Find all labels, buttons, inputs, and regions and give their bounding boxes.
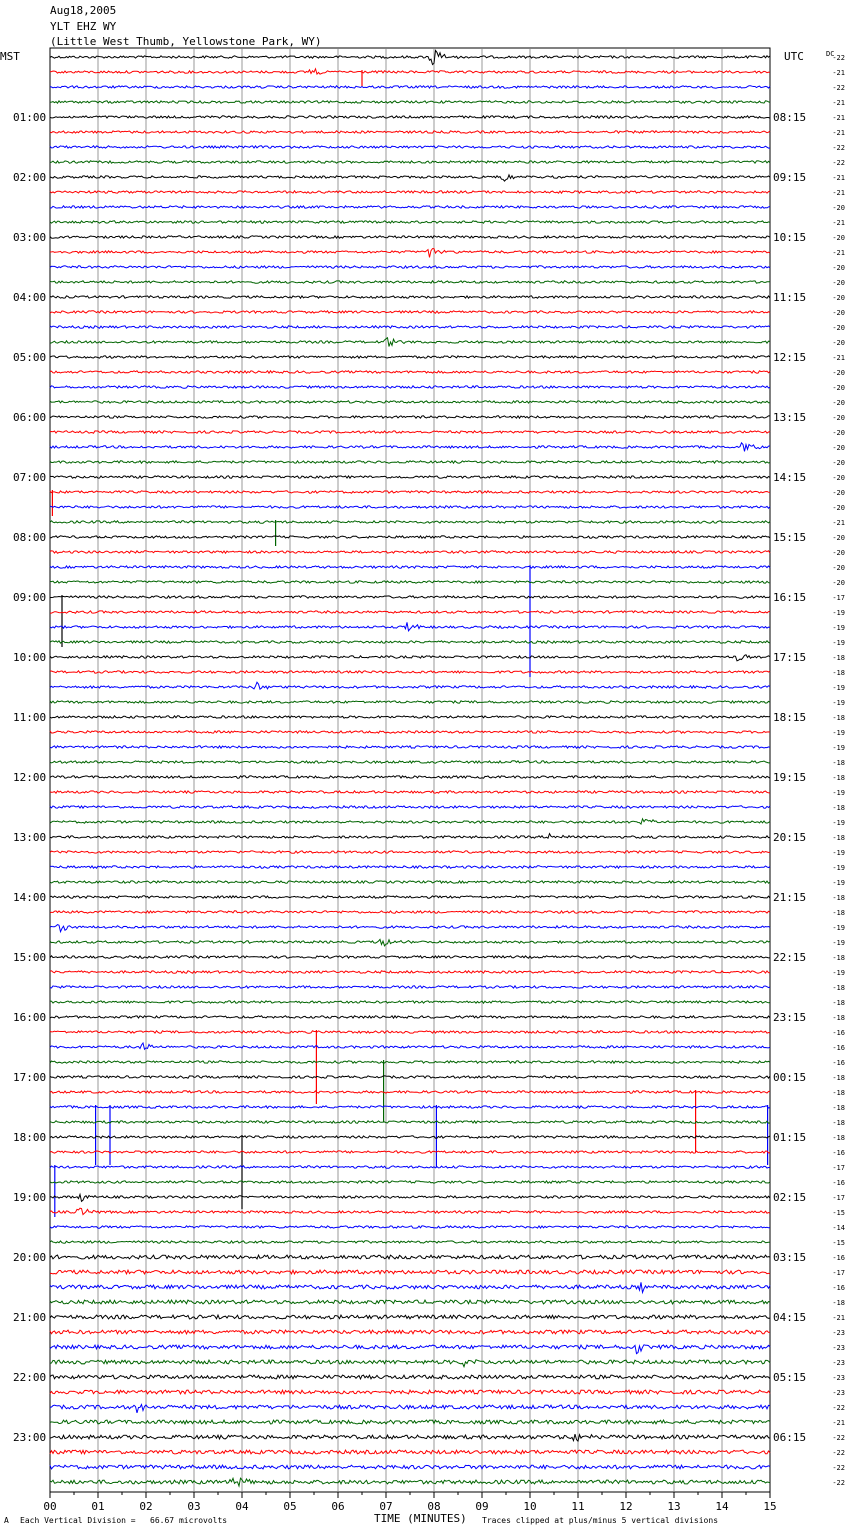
dc-offset-label: -18 [832,759,845,767]
right-hour-label: 17:15 [773,651,807,664]
seismic-trace [50,911,770,913]
seismic-trace [50,116,770,118]
seismic-trace [50,69,770,74]
seismic-trace [50,1031,770,1033]
dc-offset-label: -19 [832,969,845,977]
left-hour-label: 17:00 [13,1071,47,1084]
seismic-trace [50,338,770,347]
right-hour-label: 12:15 [773,351,807,364]
left-hour-label: 01:00 [13,111,47,124]
seismic-trace [50,491,770,493]
dc-offset-label: -20 [832,279,845,287]
dc-offset-label: -17 [832,1164,845,1172]
right-hour-label: 19:15 [773,771,807,784]
dc-offset-label: -23 [832,1389,845,1397]
left-hour-label: 22:00 [13,1371,47,1384]
dc-offset-label: -18 [832,714,845,722]
seismic-trace [50,1166,770,1168]
seismic-trace [50,731,770,733]
right-hour-label: 10:15 [773,231,807,244]
dc-offset-label: -20 [832,549,845,557]
dc-offset-label: -22 [832,144,845,152]
seismic-trace [50,956,770,958]
dc-offset-label: -19 [832,729,845,737]
dc-offset-label: -23 [832,1344,845,1352]
x-tick-label: 14 [715,1500,729,1513]
dc-offset-label: -20 [832,504,845,512]
left-hour-label: 18:00 [13,1131,47,1144]
seismic-trace [50,791,770,793]
x-axis-title: TIME (MINUTES) [374,1512,467,1525]
seismic-trace [50,622,770,630]
seismic-trace [50,806,770,808]
seismic-trace [50,401,770,403]
seismic-trace [50,461,770,463]
dc-offset-label: -22 [832,1434,845,1442]
right-hour-label: 02:15 [773,1191,807,1204]
right-hour-label: 21:15 [773,891,807,904]
right-hour-label: 03:15 [773,1251,807,1264]
seismic-trace [50,1151,770,1153]
dc-offset-label: -18 [832,1134,845,1142]
dc-offset-label: -20 [832,474,845,482]
seismic-trace [50,1405,770,1413]
dc-offset-label: -18 [832,954,845,962]
seismic-trace [50,1478,770,1486]
seismic-trace [50,834,770,839]
dc-offset-label: -18 [832,1074,845,1082]
seismic-trace [50,1208,770,1214]
dc-column-label: DC [826,50,835,58]
dc-offset-label: -18 [832,1119,845,1127]
seismic-trace [50,431,770,433]
left-hour-label: 16:00 [13,1011,47,1024]
seismic-trace [50,236,770,238]
dc-offset-label: -19 [832,924,845,932]
left-hour-label: 23:00 [13,1431,47,1444]
dc-offset-label: -21 [832,354,845,362]
seismic-trace [50,101,770,103]
left-hour-label: 14:00 [13,891,47,904]
dc-offset-label: -20 [832,534,845,542]
right-hour-label: 18:15 [773,711,807,724]
seismic-trace [50,641,770,643]
seismic-trace [50,1001,770,1003]
footer-clip-note: Traces clipped at plus/minus 5 vertical divisions [482,1516,719,1525]
dc-offset-label: -15 [832,1209,845,1217]
seismic-trace [50,986,770,988]
seismic-trace [50,281,770,283]
dc-offset-label: -18 [832,984,845,992]
dc-offset-label: -20 [832,324,845,332]
right-timezone-label: UTC [784,50,804,63]
header-date: Aug18,2005 [50,4,117,17]
footer-mark: A [4,1516,9,1525]
seismic-trace [50,566,770,568]
dc-offset-label: -15 [832,1239,845,1247]
left-hour-label: 05:00 [13,351,47,364]
seismic-trace [50,1375,770,1379]
dc-offset-label: -22 [832,1464,845,1472]
plot-frame [50,48,770,1492]
dc-offset-label: -16 [832,1254,845,1262]
dc-offset-label: -19 [832,624,845,632]
seismic-trace [50,881,770,883]
left-hour-label: 12:00 [13,771,47,784]
dc-offset-label: -18 [832,1104,845,1112]
dc-offset-label: -16 [832,1149,845,1157]
left-hour-label: 04:00 [13,291,47,304]
seismic-trace [50,536,770,538]
dc-offset-label: -19 [832,684,845,692]
dc-offset-label: -22 [832,1449,845,1457]
seismic-trace [50,1043,770,1049]
x-tick-label: 00 [43,1500,57,1513]
dc-offset-label: -21 [832,174,845,182]
dc-offset-label: -18 [832,669,845,677]
x-tick-label: 08 [427,1500,441,1513]
dc-offset-label: -20 [832,204,845,212]
seismic-trace [50,1315,770,1319]
dc-offset-label: -17 [832,1194,845,1202]
dc-offset-label: -17 [832,1269,845,1277]
left-hour-label: 13:00 [13,831,47,844]
dc-offset-label: -19 [832,819,845,827]
x-tick-label: 01 [91,1500,105,1513]
seismic-trace [50,776,770,778]
right-hour-label: 08:15 [773,111,807,124]
dc-offset-label: -21 [832,249,845,257]
dc-offset-label: -20 [832,309,845,317]
seismic-trace [50,655,770,661]
seismic-trace [50,896,770,898]
seismic-trace [50,1136,770,1138]
left-hour-label: 21:00 [13,1311,47,1324]
seismic-trace [50,851,770,853]
seismic-trace [50,221,770,223]
seismic-trace [50,866,770,868]
dc-offset-label: -21 [832,189,845,197]
seismic-trace [50,506,770,508]
dc-offset-label: -20 [832,579,845,587]
seismic-trace [50,386,770,388]
seismic-trace [50,671,770,673]
seismic-trace [50,1300,770,1304]
seismic-trace [50,326,770,328]
x-tick-label: 07 [379,1500,393,1513]
seismic-trace [50,971,770,973]
dc-offset-label: -18 [832,894,845,902]
dc-offset-label: -19 [832,744,845,752]
seismic-trace [50,1434,770,1441]
dc-offset-label: -23 [832,1374,845,1382]
seismic-trace [50,1091,770,1093]
right-hour-label: 06:15 [773,1431,807,1444]
header-station: YLT EHZ WY [50,20,117,33]
seismic-trace [50,1420,770,1424]
seismic-trace [50,311,770,313]
seismic-trace [50,1121,770,1123]
x-tick-label: 05 [283,1500,297,1513]
dc-offset-label: -21 [832,69,845,77]
seismic-trace [50,1255,770,1259]
dc-offset-label: -18 [832,1014,845,1022]
seismic-trace [50,611,770,613]
x-tick-label: 03 [187,1500,201,1513]
dc-offset-label: -18 [832,999,845,1007]
seismic-trace [50,1282,770,1292]
x-tick-label: 10 [523,1500,537,1513]
dc-offset-label: -18 [832,1089,845,1097]
right-hour-label: 23:15 [773,1011,807,1024]
left-hour-label: 02:00 [13,171,47,184]
dc-offset-label: -20 [832,444,845,452]
left-hour-label: 15:00 [13,951,47,964]
x-tick-label: 11 [571,1500,585,1513]
dc-offset-label: -19 [832,939,845,947]
seismic-trace [50,1270,770,1274]
right-hour-label: 01:15 [773,1131,807,1144]
seismic-trace [50,925,770,932]
left-hour-label: 09:00 [13,591,47,604]
seismic-trace [50,249,770,258]
seismic-trace [50,551,770,553]
dc-offset-label: -21 [832,519,845,527]
dc-offset-label: -20 [832,339,845,347]
dc-offset-label: -21 [832,1419,845,1427]
dc-offset-label: -19 [832,864,845,872]
dc-offset-label: -16 [832,1179,845,1187]
left-hour-label: 07:00 [13,471,47,484]
left-hour-label: 03:00 [13,231,47,244]
dc-offset-label: -16 [832,1044,845,1052]
dc-offset-label: -20 [832,264,845,272]
dc-offset-label: -22 [832,54,845,62]
seismic-trace [50,761,770,763]
x-tick-label: 04 [235,1500,249,1513]
left-timezone-label: MST [0,50,20,63]
seismic-trace [50,819,770,824]
seismic-trace [50,146,770,148]
dc-offset-label: -20 [832,234,845,242]
right-hour-label: 11:15 [773,291,807,304]
dc-offset-label: -18 [832,804,845,812]
right-hour-label: 14:15 [773,471,807,484]
seismic-trace [50,1061,770,1063]
dc-offset-label: -19 [832,789,845,797]
seismic-trace [50,86,770,88]
dc-offset-label: -21 [832,114,845,122]
left-hour-label: 19:00 [13,1191,47,1204]
seismic-trace [50,1016,770,1018]
seismic-trace [50,521,770,523]
seismic-trace [50,1465,770,1469]
dc-offset-label: -20 [832,369,845,377]
dc-offset-label: -16 [832,1284,845,1292]
dc-offset-label: -17 [832,594,845,602]
seismic-trace [50,1241,770,1243]
dc-offset-label: -18 [832,1299,845,1307]
seismic-trace [50,1194,770,1201]
dc-offset-label: -23 [832,1359,845,1367]
dc-offset-label: -22 [832,1479,845,1487]
dc-offset-label: -22 [832,1404,845,1412]
footer-scale-note: Each Vertical Division = 66.67 microvolts [20,1516,228,1525]
x-tick-label: 06 [331,1500,345,1513]
left-hour-label: 10:00 [13,651,47,664]
dc-offset-label: -20 [832,489,845,497]
seismic-trace [50,682,770,689]
x-tick-label: 09 [475,1500,489,1513]
dc-offset-label: -18 [832,909,845,917]
dc-offset-label: -21 [832,99,845,107]
right-hour-label: 15:15 [773,531,807,544]
x-tick-label: 12 [619,1500,633,1513]
seismic-trace [50,356,770,358]
x-tick-label: 15 [763,1500,777,1513]
seismic-trace [50,416,770,418]
right-hour-label: 13:15 [773,411,807,424]
seismic-trace [50,716,770,718]
seismic-trace [50,1226,770,1228]
dc-offset-label: -21 [832,219,845,227]
seismic-trace [50,296,770,298]
seismic-trace [50,746,770,748]
seismic-trace [50,939,770,946]
right-hour-label: 22:15 [773,951,807,964]
right-hour-label: 09:15 [773,171,807,184]
seismic-trace [50,50,770,64]
dc-offset-label: -23 [832,1329,845,1337]
seismic-trace [50,1390,770,1394]
header-location: (Little West Thumb, Yellowstone Park, WY) [50,35,322,48]
seismic-trace [50,443,770,452]
dc-offset-label: -16 [832,1059,845,1067]
seismic-trace [50,206,770,208]
seismic-trace [50,1106,770,1108]
seismic-trace [50,1330,770,1334]
seismic-trace [50,1450,770,1454]
dc-offset-label: -20 [832,429,845,437]
dc-offset-label: -21 [832,1314,845,1322]
left-hour-label: 08:00 [13,531,47,544]
dc-offset-label: -20 [832,294,845,302]
right-hour-label: 04:15 [773,1311,807,1324]
dc-offset-label: -19 [832,639,845,647]
dc-offset-label: -18 [832,654,845,662]
seismic-trace [50,371,770,373]
dc-offset-label: -21 [832,129,845,137]
right-hour-label: 05:15 [773,1371,807,1384]
x-tick-label: 13 [667,1500,681,1513]
dc-offset-label: -16 [832,1029,845,1037]
dc-offset-label: -19 [832,609,845,617]
seismic-trace [50,1345,770,1354]
seismic-trace [50,596,770,598]
dc-offset-label: -18 [832,774,845,782]
x-tick-label: 02 [139,1500,153,1513]
dc-offset-label: -14 [832,1224,845,1232]
seismic-trace [50,1360,770,1367]
seismic-trace [50,1076,770,1078]
dc-offset-label: -22 [832,159,845,167]
dc-offset-label: -19 [832,849,845,857]
seismic-trace [50,161,770,163]
seismic-trace [50,131,770,133]
dc-offset-label: -20 [832,384,845,392]
seismic-trace [50,1181,770,1183]
dc-offset-label: -20 [832,414,845,422]
dc-offset-label: -20 [832,399,845,407]
left-hour-label: 11:00 [13,711,47,724]
dc-offset-label: -22 [832,84,845,92]
dc-offset-label: -18 [832,834,845,842]
seismic-trace [50,476,770,478]
left-hour-label: 06:00 [13,411,47,424]
dc-offset-label: -20 [832,564,845,572]
dc-offset-label: -20 [832,459,845,467]
seismic-trace [50,191,770,193]
seismic-trace [50,701,770,703]
dc-offset-label: -19 [832,879,845,887]
left-hour-label: 20:00 [13,1251,47,1264]
seismic-trace [50,581,770,583]
seismic-trace [50,175,770,181]
right-hour-label: 16:15 [773,591,807,604]
right-hour-label: 00:15 [773,1071,807,1084]
dc-offset-label: -19 [832,699,845,707]
right-hour-label: 20:15 [773,831,807,844]
seismic-trace [50,266,770,268]
